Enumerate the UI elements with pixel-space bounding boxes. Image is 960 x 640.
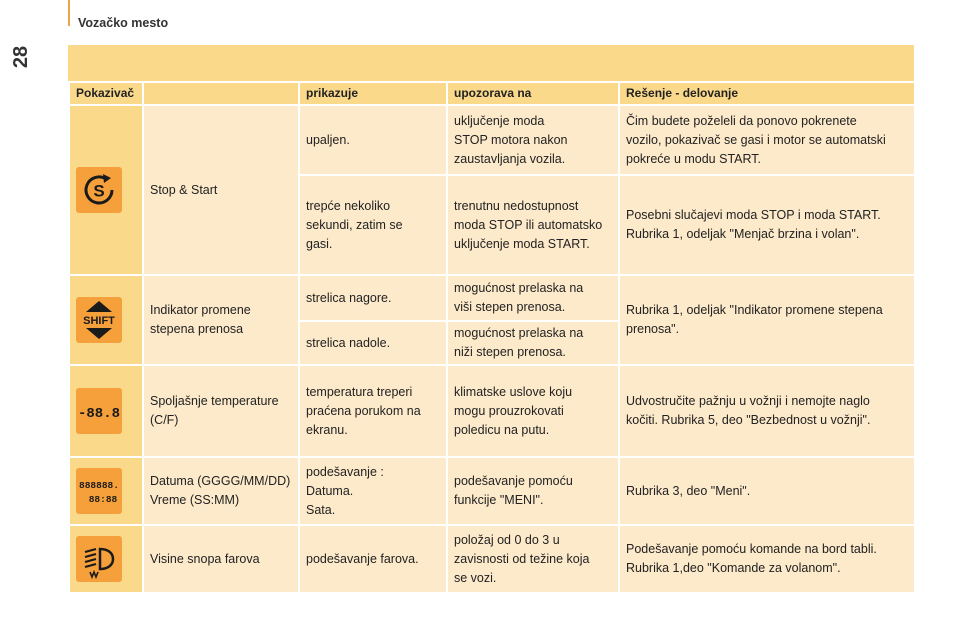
- table-row: [69, 275, 915, 321]
- indicator-name: Spoljašnje temperature (C/F): [143, 365, 299, 457]
- table-row: [69, 105, 915, 175]
- col-header-solution: Rešenje - delovanje: [619, 82, 915, 105]
- svg-text:S: S: [93, 181, 105, 201]
- shows-cell: strelica nadole.: [299, 321, 447, 365]
- indicator-name: Stop & Start: [143, 105, 299, 275]
- table-header-row: [69, 82, 915, 105]
- col-header-name: [143, 82, 299, 105]
- icon-cell: [69, 525, 143, 593]
- solution-cell: Rubrika 1, odeljak "Indikator promene stepena prenosa".: [619, 275, 915, 365]
- solution-cell: Posebni slučajevi moda STOP i moda START. Rubrika 1, odeljak "Menjač brzina i volan".: [619, 175, 915, 275]
- warns-cell: položaj od 0 do 3 u zavisnosti od težine koja se vozi.: [447, 525, 619, 593]
- stop-start-icon: [76, 167, 122, 213]
- table-row: [69, 525, 915, 593]
- shows-cell: podešavanje farova.: [299, 525, 447, 593]
- headlamp-level-icon: [76, 536, 122, 582]
- section-title: Vozačko mesto: [78, 16, 169, 30]
- svg-text:SHIFT: SHIFT: [83, 315, 115, 327]
- indicator-name: Indikator promene stepena prenosa: [143, 275, 299, 365]
- warns-cell: klimatske uslove koju mogu prouzrokovati poledicu na putu.: [447, 365, 619, 457]
- solution-cell: Podešavanje pomoću komande na bord tabli. Rubrika 1,deo "Komande za volanom".: [619, 525, 915, 593]
- date-time-display-icon: [76, 468, 122, 514]
- shows-cell: upaljen.: [299, 105, 447, 175]
- shows-cell: strelica nagore.: [299, 275, 447, 321]
- solution-cell: Rubrika 3, deo "Meni".: [619, 457, 915, 525]
- svg-text:88:88: 88:88: [88, 494, 118, 505]
- table-row: [69, 457, 915, 525]
- shows-cell: trepće nekoliko sekundi, zatim se gasi.: [299, 175, 447, 275]
- warns-cell: podešavanje pomoću funkcije "MENI".: [447, 457, 619, 525]
- col-header-shows: prikazuje: [299, 82, 447, 105]
- col-header-indicator: Pokazivač: [69, 82, 143, 105]
- table-row: [69, 365, 915, 457]
- shift-indicator-icon: [76, 297, 122, 343]
- page-number: 28: [10, 45, 32, 69]
- icon-cell: [69, 457, 143, 525]
- shows-cell: temperatura treperi praćena porukom na ekranu.: [299, 365, 447, 457]
- svg-text:888888.: 888888.: [79, 480, 119, 491]
- solution-cell: Čim budete poželeli da ponovo pokrenete vozilo, pokazivač se gasi i motor se automatski pokreće u modu START.: [619, 105, 915, 175]
- col-header-warns: upozorava na: [447, 82, 619, 105]
- temperature-display-icon: [76, 388, 122, 434]
- margin-line: [68, 0, 70, 26]
- icon-cell: [69, 275, 143, 365]
- indicator-table: [68, 81, 916, 594]
- indicator-name: Datuma (GGGG/MM/DD) Vreme (SS:MM): [143, 457, 299, 525]
- indicator-name: Visine snopa farova: [143, 525, 299, 593]
- svg-text:-88.8: -88.8: [77, 406, 121, 422]
- warns-cell: mogućnost prelaska na niži stepen prenosa.: [447, 321, 619, 365]
- shows-cell: podešavanje : Datuma. Sata.: [299, 457, 447, 525]
- warns-cell: uključenje moda STOP motora nakon zaustavljanja vozila.: [447, 105, 619, 175]
- warns-cell: mogućnost prelaska na viši stepen prenosa.: [447, 275, 619, 321]
- icon-cell: [69, 365, 143, 457]
- icon-cell: [69, 105, 143, 275]
- solution-cell: Udvostručite pažnju u vožnji i nemojte naglo kočiti. Rubrika 5, deo "Bezbednost u vožnji".: [619, 365, 915, 457]
- warns-cell: trenutnu nedostupnost moda STOP ili automatsko uključenje moda START.: [447, 175, 619, 275]
- table-header-band: [68, 45, 914, 81]
